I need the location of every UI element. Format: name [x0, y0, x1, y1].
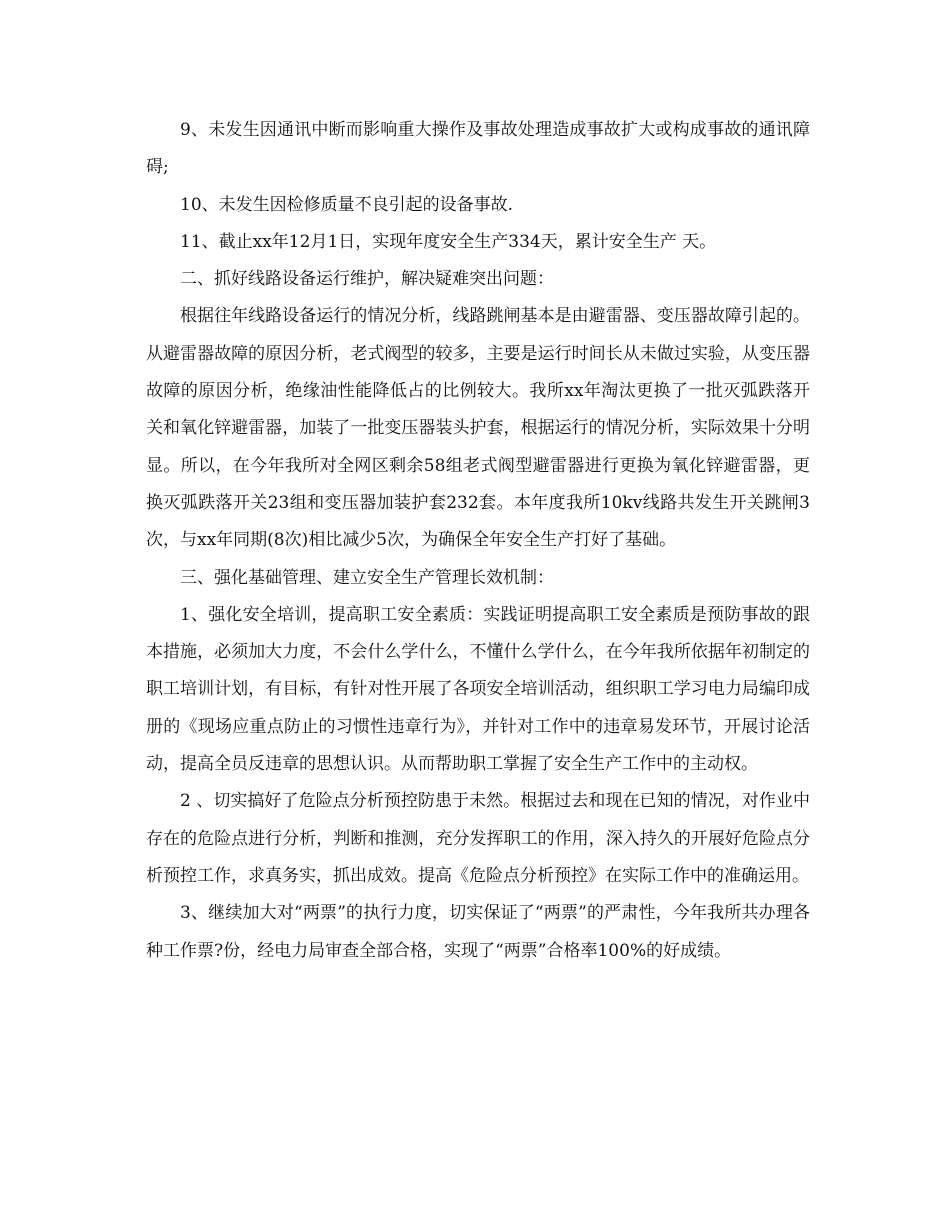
- paragraph-item-11: 11、截止xx年12月1日，实现年度安全生产334天，累计安全生产 天。: [180, 231, 717, 252]
- section-heading-3: 三、强化基础管理、建立安全生产管理长效机制：: [180, 567, 554, 588]
- paragraph-two-tickets: 3、继续加大对“两票”的执行力度，切实保证了“两票”的严肃性，今年我所共办理各种工作票?份，经电力局审查全部合格，实现了“两票”合格率100%的好成绩。: [146, 903, 810, 961]
- paragraph-training: 1、强化安全培训，提高职工安全素质：实践证明提高职工安全素质是预防事故的跟本措施，必须加大力度，不会什么学什么，不懂什么学什么，在今年我所依据年初制定的职工培训计划，有目标，有针对性开展了各项安全培训活动，组织职工学习电力局编印成册的《现场应重点防止的习惯性违章行为》，并针对工作中的违章易发环节，开展讨论活动，提高全员反违章的思想认识。从而帮助职工掌握了安全生产工作中的主动权。: [146, 604, 810, 775]
- section-heading-2: 二、抓好线路设备运行维护，解决疑难突出问题：: [180, 269, 554, 290]
- document-page: [146, 112, 810, 970]
- paragraph-item-10: 10、未发生因检修质量不良引起的设备事故.: [180, 194, 514, 215]
- paragraph-analysis: 根据往年线路设备运行的情况分析，线路跳闸基本是由避雷器、变压器故障引起的。从避雷器故障的原因分析，老式阀型的较多，主要是运行时间长从未做过实验，从变压器故障的原因分析，绝缘油性能降低占的比例较大。我所xx年淘汰更换了一批灭弧跌落开关和氧化锌避雷器，加装了一批变压器装头护套，根据运行的情况分析，实际效果十分明显。所以，在今年我所对全网区剩余58组老式阀型避雷器进行更换为氧化锌避雷器，更换灭弧跌落开关23组和变压器加装护套232套。本年度我所10kv线路共发生开关跳闸3次，与xx年同期(8次)相比减少5次，为确保全年安全生产打好了基础。: [146, 306, 810, 551]
- paragraph-item-9: 9、未发生因通讯中断而影响重大操作及事故处理造成事故扩大或构成事故的通讯障碍;: [146, 120, 810, 178]
- paragraph-risk-control: 2 、切实搞好了危险点分析预控防患于未然。根据过去和现在已知的情况，对作业中存在的危险点进行分析，判断和推测，充分发挥职工的作用，深入持久的开展好危险点分析预控工作，求真务实，抓出成效。提高《危险点分析预控》在实际工作中的准确运用。: [146, 791, 810, 886]
